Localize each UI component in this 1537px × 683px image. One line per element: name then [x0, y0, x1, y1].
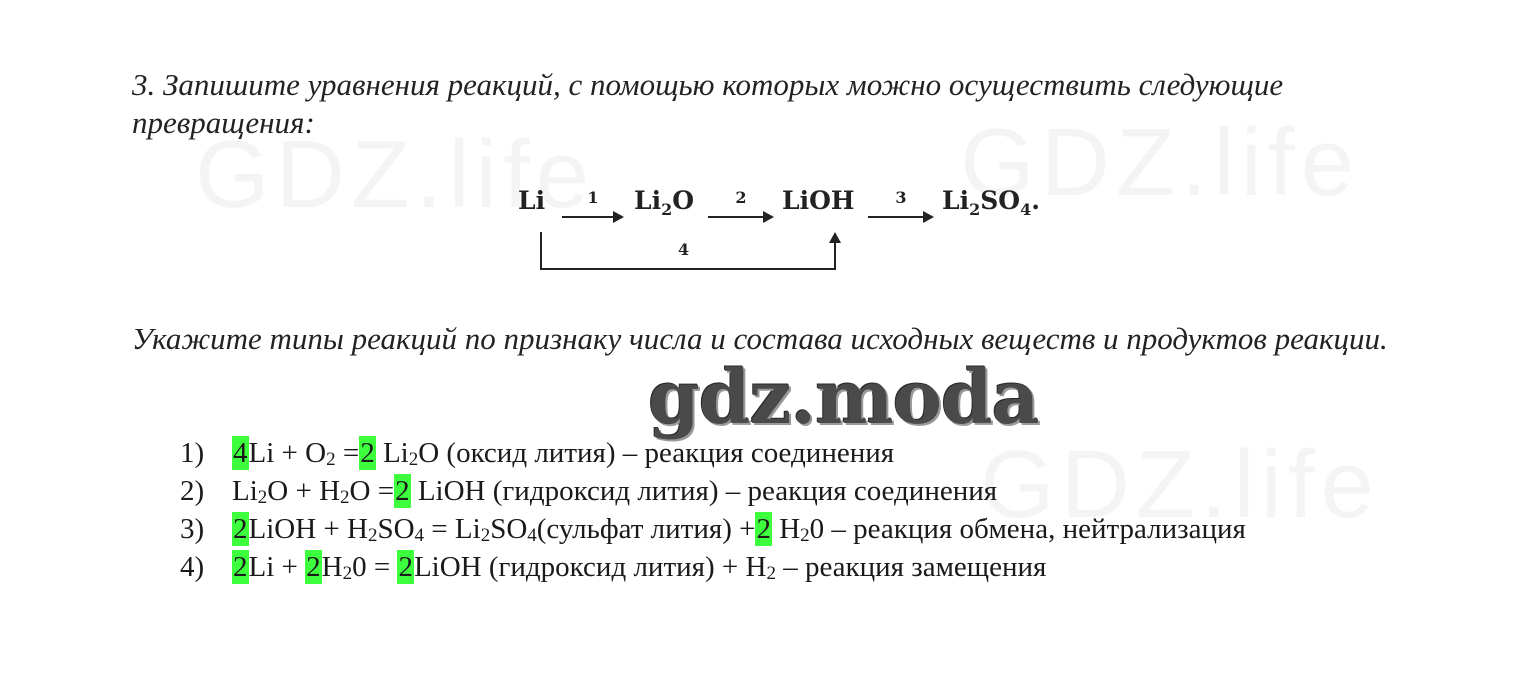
coefficient-highlight: 4	[233, 437, 248, 469]
arrow-label-2: 2	[735, 188, 747, 207]
arrow-4-line	[540, 232, 542, 270]
coefficient-highlight: 2	[360, 437, 375, 469]
answer-item: 4) $2Li + 2H_20$ = 2LiOH (гидроксид лития) + $H_2$ – реакция замещения	[180, 551, 1047, 584]
site-logo: gdz.moda	[648, 355, 1039, 441]
arrow-label-4: 4	[678, 240, 690, 259]
answer-item: 3) 2LiOH + $H_2SO_4$ = $Li_2SO_4(сульфат$ лития) +2 $H_20$ – реакция обмена, нейтрализация	[180, 513, 1246, 546]
arrow-4-line	[834, 242, 836, 270]
coefficient-highlight: 2	[233, 551, 248, 583]
species-lioh: LiOH	[782, 186, 855, 215]
answer-item: 1) $4Li + O_2 =2$ $Li_2O$ (оксид лития) – реакция соединения	[180, 437, 895, 470]
arrow-1	[562, 188, 624, 216]
coefficient-highlight: 2	[233, 513, 248, 545]
sub-question: Укажите типы реакций по признаку числа и состава исходных веществ и продуктов реакции.	[132, 321, 1388, 356]
answer-item: 2) $Li_2O + H_2O =2$ LiOH (гидроксид лития) – реакция соединения	[180, 475, 998, 508]
arrow-4-line	[540, 268, 836, 270]
species-li2so4: $Li_2SO_4$.	[942, 186, 1040, 219]
arrow-label-3: 3	[895, 188, 907, 207]
coefficient-highlight: 2	[398, 551, 413, 583]
species-li2o: $Li_2O$	[634, 186, 694, 219]
arrow-4-head	[829, 232, 841, 243]
coefficient-highlight: 2	[306, 551, 321, 583]
answer-list	[180, 434, 1246, 586]
coefficient-highlight: 2	[756, 513, 771, 545]
arrow-3	[868, 188, 934, 216]
reaction-scheme	[518, 186, 1058, 286]
arrow-2	[708, 188, 774, 216]
species-li: Li	[518, 186, 546, 215]
coefficient-highlight: 2	[395, 475, 410, 507]
task-text: 3. Запишите уравнения реакций, с помощью которых можно осуществить следующие превращения:	[132, 67, 1284, 140]
arrow-label-1: 1	[587, 188, 599, 207]
